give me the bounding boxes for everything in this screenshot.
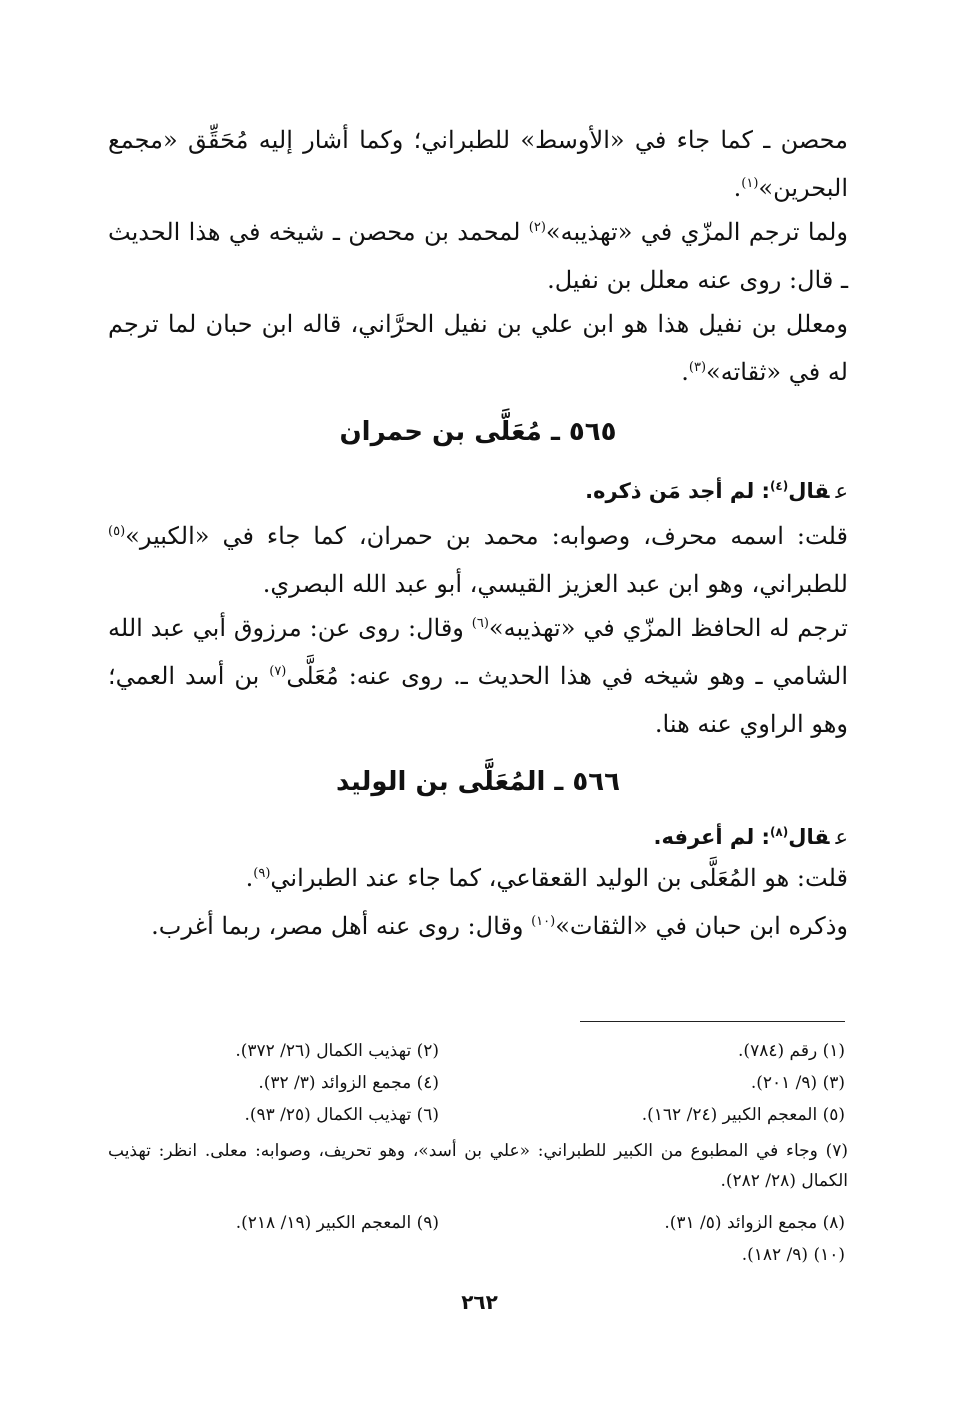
footnote-ref: (٦) bbox=[471, 616, 489, 631]
footnote-ref: (٥) bbox=[108, 524, 126, 539]
entry-566-quote: عقال$^{(٨)}$: لم أعرفه. bbox=[653, 825, 848, 849]
entry-566-paragraph-2: وذكره ابن حبان في «الثقات»$^{(١٠)}$ وقال: روى عنه أهل مصر، ربما أغرب. bbox=[151, 912, 848, 940]
entry-566-paragraph-1: قلت: هو المُعَلَّى بن الوليد القعقاعي، كما جاء عند الطبراني$^{(٩)}$. bbox=[245, 864, 848, 892]
footnote-8: (٨) مجمع الزوائد (٥/ ٣١). bbox=[664, 1213, 845, 1233]
footnote-1: (١) رقم (٧٨٤). bbox=[738, 1041, 845, 1061]
footnote-7: (٧) وجاء في المطبوع من الكبير للطبراني: «علي بن أسد»، وهو تحريف، وصوابه: معلى. انظر: تهذيب الكمال (٢٨/ ٢٨٢). bbox=[108, 1141, 848, 1191]
footnote-ref: (١) bbox=[741, 176, 759, 191]
footnote-3: (٣) (٩/ ٢٠١). bbox=[750, 1073, 845, 1093]
footnote-10: (١٠) (٩/ ١٨٢). bbox=[741, 1245, 845, 1265]
paragraph-intro-3: ومعلل بن نفيل هذا هو ابن علي بن نفيل الحرَّاني، قاله ابن حبان لما ترجم له في «ثقاته»$^{(٣)}$. bbox=[108, 310, 848, 386]
footnote-ref: (٩) bbox=[253, 866, 271, 881]
footnote-divider bbox=[580, 1021, 845, 1022]
entry-565-heading: ٥٦٥ ـ مُعَلَّى بن حمران bbox=[339, 417, 617, 447]
footnote-6: (٦) تهذيب الكمال (٢٥/ ٩٣). bbox=[244, 1105, 439, 1125]
footnote-9: (٩) المعجم الكبير (١٩/ ٢١٨). bbox=[235, 1213, 439, 1233]
entry-565-quote: عقال$^{(٤)}$: لم أجد مَن ذكره. bbox=[585, 479, 848, 503]
page-number: ٢٦٢ bbox=[461, 1290, 498, 1314]
footnote-2: (٢) تهذيب الكمال (٢٦/ ٣٧٢). bbox=[235, 1041, 439, 1061]
footnote-ref: (١٠) bbox=[531, 914, 556, 929]
entry-565-paragraph-1: قلت: اسمه محرف، وصوابه: محمد بن حمران، كما جاء في «الكبير»$^{(٥)}$ للطبراني، وهو ابن عبد العزيز القيسي، أبو عبد الله البصري. bbox=[108, 522, 849, 598]
paragraph-intro-1: محصن ـ كما جاء في «الأوسط» للطبراني؛ وكما أشار إليه مُحَقِّق «مجمع البحرين»$^{(١)}$. bbox=[108, 126, 849, 202]
entry-565-paragraph-2: ترجم له الحافظ المزّي في «تهذيبه»$^{(٦)}$ وقال: روى عن: مرزوق أبي عبد الله الشامي ـ وهو شيخه في هذا الحديث ـ. روى عنه: مُعَلَّى$^{(٧)}$ بن أسد العمي؛ وهو الراوي عنه هنا. bbox=[108, 614, 849, 738]
footnote-ref: (٧) bbox=[269, 664, 287, 679]
paragraph-intro-2: ولما ترجم المزّي في «تهذيبه»$^{(٢)}$ لمحمد بن محصن ـ شيخه في هذا الحديث ـ قال: روى عنه معلل بن نفيل. bbox=[108, 218, 848, 294]
footnote-4: (٤) مجمع الزوائد (٣/ ٣٢). bbox=[258, 1073, 439, 1093]
footnote-ref: (٢) bbox=[528, 220, 546, 235]
source-mark: ع bbox=[835, 825, 848, 849]
entry-566-heading: ٥٦٦ ـ المُعَلَّى بن الوليد bbox=[336, 767, 620, 797]
footnote-5: (٥) المعجم الكبير (٢٤/ ١٦٢). bbox=[641, 1105, 845, 1125]
footnote-ref: (٣) bbox=[688, 360, 707, 375]
source-mark: ع bbox=[835, 479, 848, 503]
